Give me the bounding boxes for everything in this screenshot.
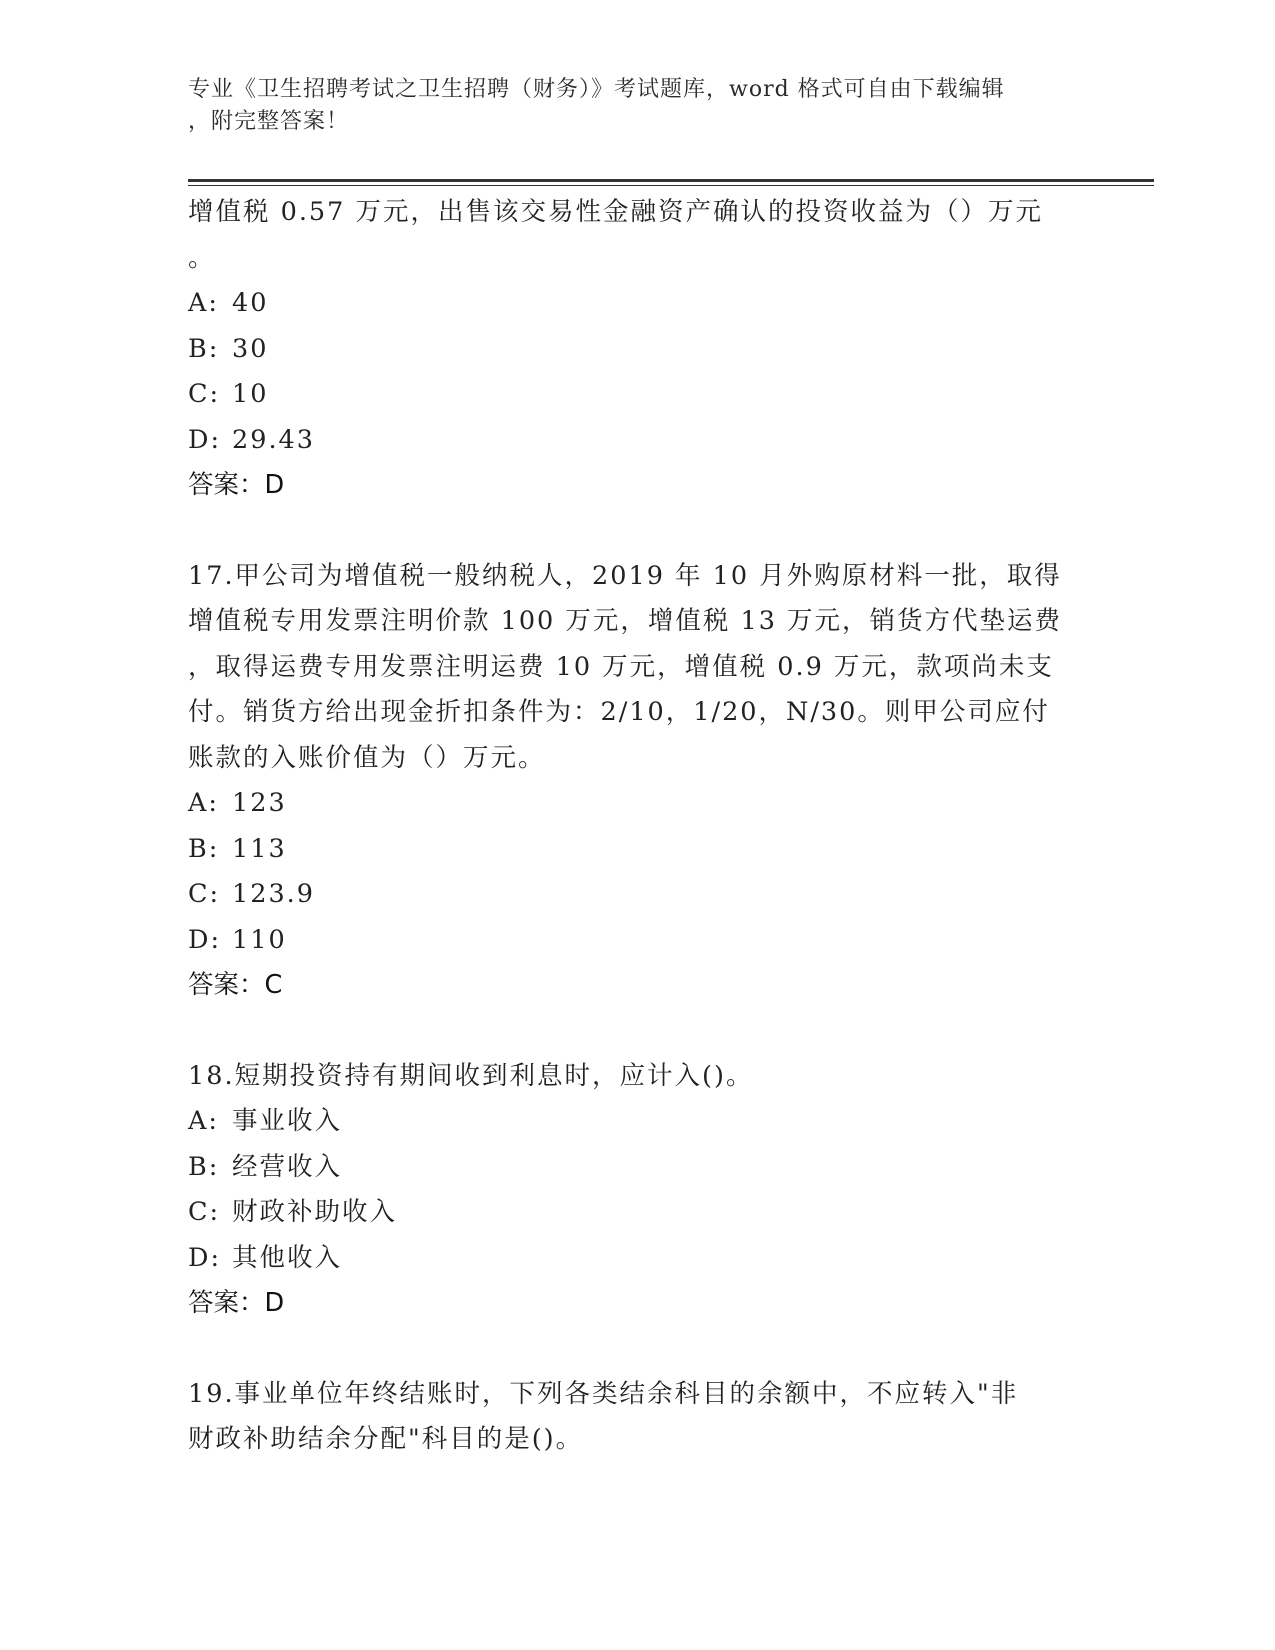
option-key: C: [188,379,221,409]
option-c [188,372,1088,418]
question-stem-line: 付。销货方给出现金折扣条件为：2/10，1/20，N/30。则甲公司应付 [188,697,1050,727]
question-stem-line: 19.事业单位年终结账时，下列各类结余科目的余额中，不应转入"非 [188,1378,1019,1409]
option-a [188,781,1088,827]
option-key: D: [188,424,222,455]
option-text: 10 [232,379,269,409]
question-16 [188,190,1088,509]
option-text: 113 [232,833,287,864]
question-18 [188,1054,1088,1327]
document-header [188,74,1068,138]
question-spacer [188,1009,1088,1054]
option-text: 123 [232,788,287,818]
option-text: 其他收入 [232,1242,343,1273]
option-key: D: [188,924,222,955]
answer-line: 答案：D [188,1288,285,1318]
option-d [188,918,1088,964]
question-stem-line: 。 [188,242,216,273]
option-text: 财政补助收入 [232,1197,398,1227]
option-c [188,872,1088,918]
option-a [188,1099,1088,1145]
question-stem-line: 17.甲公司为增值税一般纳税人，2019 年 10 月外购原材料一批，取得 [188,560,1062,591]
question-stem-line: ，取得运费专用发票注明运费 10 万元，增值税 0.9 万元，款项尚未支 [188,651,1054,682]
option-key: C: [188,879,221,909]
option-key: A: [188,1106,220,1136]
question-stem-line: 增值税专用发票注明价款 100 万元，增值税 13 万元，销货方代垫运费 [188,606,1063,636]
question-stem-line: 18.短期投资持有期间收到利息时，应计入()。 [188,1060,754,1091]
option-text: 110 [232,924,287,955]
answer-line: 答案：D [188,470,285,500]
option-a [188,281,1088,327]
option-b [188,327,1088,373]
option-key: A: [188,288,220,318]
header-divider-thick [188,179,1154,182]
question-list [188,190,1088,1463]
option-text: 40 [232,288,269,318]
header-title: 专业《卫生招聘考试之卫生招聘（财务）》考试题库，word 格式可自由下载编辑 [188,77,1005,102]
option-text: 30 [232,333,269,364]
option-d [188,418,1088,464]
question-stem-line: 账款的入账价值为（）万元。 [188,742,546,773]
header-subtitle: ，附完整答案！ [188,109,350,134]
question-spacer [188,509,1088,554]
option-c [188,1190,1088,1236]
question-17 [188,554,1088,1009]
question-stem-line: 财政补助结余分配"科目的是()。 [188,1424,584,1454]
option-key: B: [188,833,220,864]
option-key: D: [188,1242,222,1273]
option-b [188,827,1088,873]
question-spacer [188,1327,1088,1372]
answer-line: 答案：C [188,970,283,1000]
option-key: C: [188,1197,221,1227]
option-key: B: [188,1151,220,1182]
question-19 [188,1372,1088,1463]
header-divider-thin [188,185,1154,186]
option-b [188,1145,1088,1191]
option-text: 事业收入 [232,1106,343,1136]
option-text: 经营收入 [232,1151,343,1182]
question-stem-line: 增值税 0.57 万元，出售该交易性金融资产确认的投资收益为（）万元 [188,197,1043,227]
option-key: B: [188,333,220,364]
option-d [188,1236,1088,1282]
option-text: 123.9 [232,879,316,909]
option-text: 29.43 [232,424,316,455]
option-key: A: [188,788,220,818]
